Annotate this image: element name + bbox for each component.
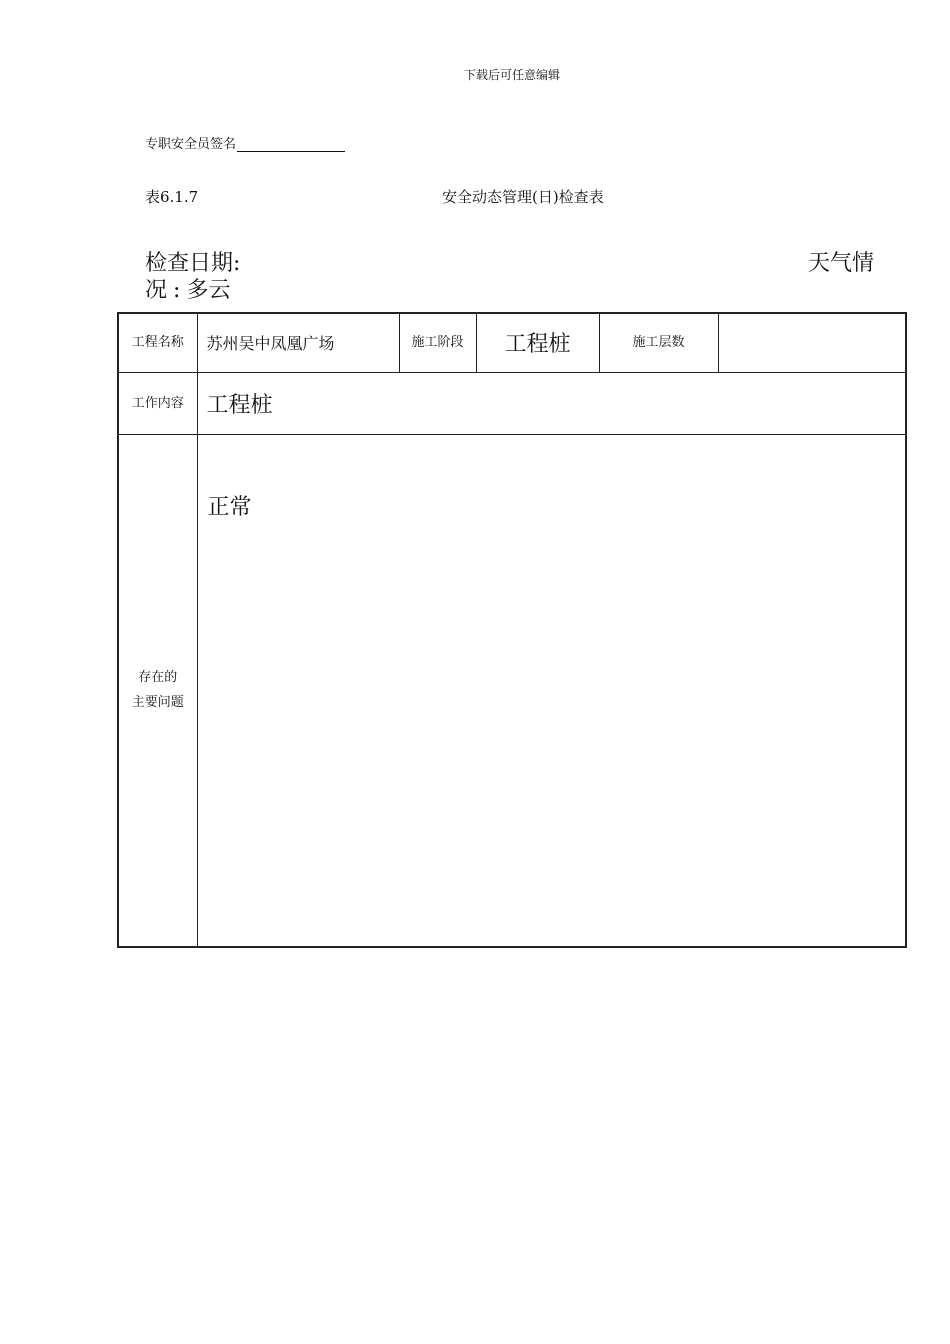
signature-line[interactable]: [237, 137, 345, 152]
form-title: 安全动态管理(日)检查表: [442, 188, 604, 206]
project-name-value[interactable]: 苏州吴中凤凰广场: [197, 313, 399, 372]
weather-value: 多云: [186, 278, 231, 303]
signature-row: [145, 133, 345, 152]
table-row: [118, 313, 906, 372]
weather-separator: :: [173, 278, 181, 303]
table-row: [118, 372, 906, 434]
signature-label: 专职安全员签名: [145, 137, 237, 152]
table-number: 表6.1.7: [145, 188, 199, 206]
work-content-value[interactable]: 工程桩: [197, 372, 906, 434]
issues-label-line2: 主要问题: [131, 695, 184, 711]
header-note: 下载后可任意编辑: [463, 68, 560, 82]
inspection-date-label: 检查日期:: [145, 251, 241, 276]
issues-label-line1: 存在的: [138, 670, 178, 686]
weather-label-cont: 况: [145, 278, 168, 303]
issues-value: 正常: [207, 494, 252, 520]
stage-label: 施工阶段: [399, 313, 476, 372]
issues-cell[interactable]: [197, 434, 906, 947]
stage-value[interactable]: 工程桩: [476, 313, 599, 372]
floors-value[interactable]: [718, 313, 906, 372]
table-row: [118, 434, 906, 947]
project-name-label: 工程名称: [118, 313, 197, 372]
work-content-label: 工作内容: [118, 372, 197, 434]
floors-label: 施工层数: [599, 313, 718, 372]
weather-row: [145, 273, 230, 304]
weather-label: 天气情: [808, 251, 875, 276]
issues-label: [118, 434, 197, 947]
inspection-table: [117, 312, 907, 948]
